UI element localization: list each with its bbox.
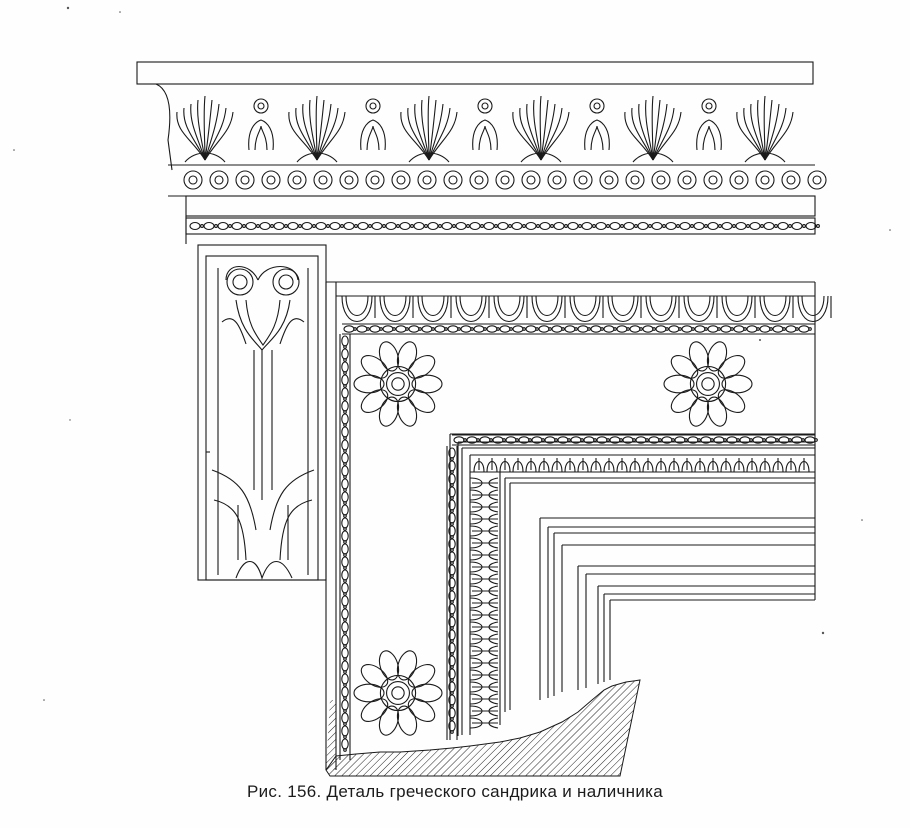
rosette: [664, 339, 752, 428]
lotus-flower: [361, 99, 386, 150]
leaf: [526, 458, 536, 472]
egg-and-dart-moulding: [336, 296, 831, 322]
palmette: [513, 96, 569, 162]
scroll-spiral: [756, 171, 774, 189]
paper-specks: [13, 7, 891, 701]
scroll-spiral: [444, 171, 462, 189]
console-bracket: [198, 245, 326, 580]
scroll-spiral: [366, 171, 384, 189]
scroll-spiral: [288, 171, 306, 189]
scroll-spiral: [418, 171, 436, 189]
leaf: [734, 458, 744, 472]
lotus-flower: [585, 99, 610, 150]
architrave-frame: [326, 282, 831, 770]
leaf: [578, 458, 588, 472]
palmette: [177, 96, 233, 162]
figure-caption: Рис. 156. Деталь греческого сандрика и наличника: [246, 782, 664, 801]
leaf: [695, 458, 705, 472]
console-leaf: [222, 319, 304, 344]
cornice: [137, 62, 815, 244]
console-foot-leaves: [236, 562, 292, 579]
bead-band-under-cornice: [186, 218, 819, 234]
palmette: [625, 96, 681, 162]
leaf: [539, 458, 549, 472]
scroll-spiral: [704, 171, 722, 189]
scroll-spiral: [600, 171, 618, 189]
scroll-band: [184, 171, 826, 189]
rosette: [354, 339, 442, 428]
lotus-flower: [249, 99, 274, 150]
leaf: [747, 458, 757, 472]
scroll-spiral: [548, 171, 566, 189]
leaf: [773, 458, 783, 472]
architrave-outer-edge: [326, 282, 336, 770]
lotus-flower: [697, 99, 722, 150]
scroll-spiral: [340, 171, 358, 189]
rosette: [354, 648, 442, 737]
scroll-spiral: [808, 171, 826, 189]
scroll-spiral: [782, 171, 800, 189]
leaf: [682, 458, 692, 472]
leaf-moulding: [470, 455, 815, 735]
leaf: [656, 458, 666, 472]
leaf: [708, 458, 718, 472]
scroll-spiral: [262, 171, 280, 189]
scroll-spiral: [522, 171, 540, 189]
scroll-spiral: [626, 171, 644, 189]
leaf: [669, 458, 679, 472]
leaf: [565, 458, 575, 472]
scroll-spiral: [392, 171, 410, 189]
lotus-flower: [473, 99, 498, 150]
leaf: [487, 458, 497, 472]
scroll-spiral: [470, 171, 488, 189]
cornice-plain-band: [186, 196, 815, 216]
leaf: [721, 458, 731, 472]
leaf: [552, 458, 562, 472]
leaf: [630, 458, 640, 472]
scroll-spiral: [314, 171, 332, 189]
leaf: [760, 458, 770, 472]
palmette: [289, 96, 345, 162]
scroll-spiral: [730, 171, 748, 189]
section-profile-hatched: [326, 680, 640, 776]
leaf: [474, 458, 484, 472]
leaf: [591, 458, 601, 472]
palmette: [401, 96, 457, 162]
leaf: [786, 458, 796, 472]
bead-moulding-architrave: [340, 324, 817, 760]
scroll-spiral: [678, 171, 696, 189]
scroll-spiral: [652, 171, 670, 189]
palmette-frieze: [168, 96, 815, 165]
scroll-spiral: [210, 171, 228, 189]
palmette: [737, 96, 793, 162]
leaf: [799, 458, 809, 472]
scroll-spiral: [496, 171, 514, 189]
cornice-cymatium-profile: [156, 84, 172, 170]
fascia-bead-line: [554, 533, 815, 696]
leaf: [617, 458, 627, 472]
scroll-spiral: [574, 171, 592, 189]
leaf: [500, 458, 510, 472]
scroll-spiral: [236, 171, 254, 189]
scroll-spiral: [184, 171, 202, 189]
leaf: [643, 458, 653, 472]
leaf: [513, 458, 523, 472]
leaf: [604, 458, 614, 472]
cornice-top-fillet: [137, 62, 813, 84]
